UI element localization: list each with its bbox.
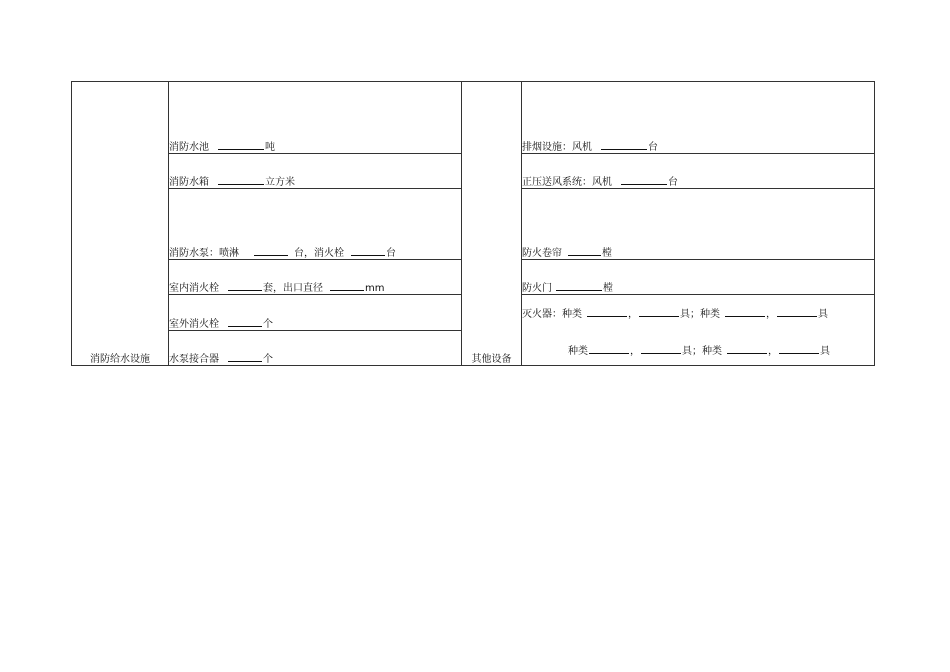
smoke-exhaust-label: 排烟设施：风机 — [522, 142, 592, 153]
fire-tank-unit: 立方米 — [265, 177, 295, 188]
fire-shutter-blank[interactable] — [568, 246, 601, 256]
fire-pool-blank[interactable] — [218, 140, 264, 150]
fire-tank-label: 消防水箱 — [169, 177, 209, 188]
extinguisher-comma-3: ， — [630, 346, 640, 357]
extinguisher-comma-4: ， — [768, 346, 778, 357]
fire-shutter-row — [522, 189, 875, 260]
fire-pump-label: 消防水泵：喷淋 — [169, 248, 239, 259]
fire-tank-row — [169, 154, 462, 189]
extinguisher-count-1-blank[interactable] — [639, 307, 679, 317]
sprinkler-pump-blank[interactable] — [254, 246, 288, 256]
outdoor-hydrant-label: 室外消火栓 — [169, 319, 219, 330]
extinguisher-line-2 — [522, 320, 874, 357]
indoor-hydrant-unit1: 套，出口直径 — [263, 283, 323, 294]
extinguisher-type-4-blank[interactable] — [727, 344, 767, 354]
fire-shutter-label: 防火卷帘 — [522, 248, 562, 259]
pump-connector-row — [169, 331, 462, 366]
fire-pool-row — [169, 82, 462, 154]
indoor-hydrant-blank[interactable] — [228, 281, 262, 291]
fire-pool-label: 消防水池 — [169, 142, 209, 153]
extinguisher-comma-2: ， — [766, 309, 776, 320]
outlet-diameter-blank[interactable] — [330, 281, 364, 291]
facility-form-table — [71, 81, 875, 366]
extinguisher-count-4-blank[interactable] — [779, 344, 819, 354]
extinguisher-label: 灭火器：种类 — [522, 309, 582, 320]
extinguisher-type-3-blank[interactable] — [589, 344, 629, 354]
extinguisher-type-1-blank[interactable] — [587, 307, 627, 317]
indoor-hydrant-row — [169, 260, 462, 295]
extinguisher-line-1 — [522, 305, 874, 320]
pressure-fan-unit: 台 — [668, 177, 678, 188]
extinguisher-sep-1: 具；种类 — [680, 309, 720, 320]
pressure-fan-row — [522, 154, 875, 189]
fire-pump-unit1: 台，消火栓 — [294, 248, 344, 259]
smoke-exhaust-unit: 台 — [648, 142, 658, 153]
fire-door-unit: 樘 — [603, 283, 613, 294]
fire-pump-row — [169, 189, 462, 260]
fire-door-blank[interactable] — [556, 281, 602, 291]
pressure-fan-label: 正压送风系统：风机 — [522, 177, 612, 188]
hydrant-pump-blank[interactable] — [351, 246, 385, 256]
indoor-hydrant-label: 室内消火栓 — [169, 283, 219, 294]
fire-pump-unit2: 台 — [386, 248, 396, 259]
pressure-fan-blank[interactable] — [621, 175, 667, 185]
outdoor-hydrant-unit: 个 — [263, 319, 273, 330]
outdoor-hydrant-blank[interactable] — [228, 317, 262, 327]
fire-door-row — [522, 260, 875, 295]
fire-shutter-unit: 樘 — [602, 248, 612, 259]
fire-door-label: 防火门 — [522, 283, 552, 294]
fire-tank-blank[interactable] — [218, 175, 264, 185]
smoke-exhaust-row — [522, 82, 875, 154]
pump-connector-blank[interactable] — [228, 352, 262, 362]
fire-pool-unit: 吨 — [265, 142, 275, 153]
extinguisher-kind-label: 种类 — [568, 346, 588, 357]
outdoor-hydrant-row — [169, 295, 462, 331]
extinguisher-end-1: 具 — [818, 309, 828, 320]
indoor-hydrant-unit2: mm — [365, 283, 385, 294]
extinguisher-comma-1: ， — [628, 309, 638, 320]
right-group-title: 其他设备 — [462, 82, 522, 366]
extinguisher-count-3-blank[interactable] — [641, 344, 681, 354]
extinguisher-cell — [522, 295, 875, 366]
smoke-exhaust-blank[interactable] — [601, 140, 647, 150]
extinguisher-end-2: 具 — [820, 346, 830, 357]
pump-connector-label: 水泵接合器 — [169, 354, 219, 365]
pump-connector-unit: 个 — [263, 354, 273, 365]
extinguisher-count-2-blank[interactable] — [777, 307, 817, 317]
extinguisher-sep-2: 具；种类 — [682, 346, 722, 357]
extinguisher-type-2-blank[interactable] — [725, 307, 765, 317]
left-group-title: 消防给水设施 — [72, 82, 169, 366]
